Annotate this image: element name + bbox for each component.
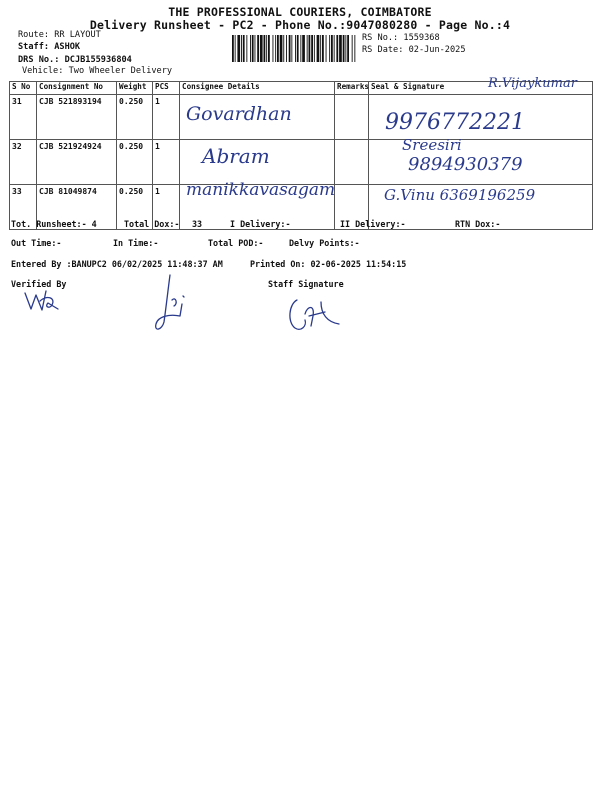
route-value: RR LAYOUT xyxy=(54,30,101,40)
out-time: Out Time:- xyxy=(11,238,62,248)
handwritten-name-2: Sreesiri xyxy=(402,136,462,154)
company-title: THE PROFESSIONAL COURIERS, COIMBATORE xyxy=(168,5,432,19)
rtn-dox: RTN Dox:- xyxy=(455,219,501,229)
cell-consignment: CJB 521924924 xyxy=(37,140,117,185)
staff-line xyxy=(18,42,80,52)
cell-pcs: 1 xyxy=(153,95,180,140)
header-handwritten-signature: R.Vijaykumar xyxy=(488,76,577,91)
col-consignee: Consignee Details xyxy=(180,82,335,95)
cell-pcs: 1 xyxy=(153,185,180,230)
vehicle-value: Two Wheeler Delivery xyxy=(68,66,173,76)
vehicle-line xyxy=(22,66,172,76)
handwritten-consignee-2: Abram xyxy=(202,144,270,168)
cell-sno: 32 xyxy=(10,140,37,185)
cell-remarks xyxy=(335,140,369,185)
col-remarks: Remarks xyxy=(335,82,369,95)
cell-consignment: CJB 521893194 xyxy=(37,95,117,140)
staff-value: ASHOK xyxy=(54,42,81,52)
staff-signature-image xyxy=(285,292,345,334)
handwritten-seal-3: G.Vinu 6369196259 xyxy=(384,186,536,204)
runsheet-title: Delivery Runsheet - PC2 - Phone No.:9047080280 - Page No.:4 xyxy=(89,18,511,32)
rs-no-label: RS No.: xyxy=(362,33,399,43)
total-pod: Total POD:- xyxy=(208,238,264,248)
route-line xyxy=(18,30,101,40)
drs-value: DCJB155936804 xyxy=(64,55,132,65)
cell-weight: 0.250 xyxy=(117,140,153,185)
in-time: In Time:- xyxy=(113,238,159,248)
rs-no-value: 1559368 xyxy=(403,33,440,43)
ii-delivery: II Delivery:- xyxy=(340,219,406,229)
rs-date-label: RS Date: xyxy=(362,45,404,55)
handwritten-phone-2: 9894930379 xyxy=(408,154,523,175)
col-pcs: PCS xyxy=(153,82,180,95)
verified-by-label: Verified By xyxy=(11,279,67,289)
cell-weight: 0.250 xyxy=(117,185,153,230)
col-weight: Weight xyxy=(117,82,153,95)
rs-date-line xyxy=(362,45,466,55)
rs-no-line xyxy=(362,33,440,43)
total-dox-value: 33 xyxy=(192,219,203,229)
cell-sno: 31 xyxy=(10,95,37,140)
route-label: Route: xyxy=(18,30,50,40)
tot-runsheet: Tot. Runsheet:- 4 xyxy=(11,219,97,229)
barcode-image xyxy=(231,35,356,62)
cell-weight: 0.250 xyxy=(117,95,153,140)
drs-line xyxy=(18,55,132,65)
total-dox-label: Total Dox:- xyxy=(124,219,180,229)
handwritten-consignee-3: manikkavasagam xyxy=(186,180,336,200)
rs-date-value: 02-Jun-2025 xyxy=(408,45,466,55)
handwritten-consignee-1: Govardhan xyxy=(186,103,292,125)
drs-label: DRS No.: xyxy=(18,55,60,65)
i-delivery: I Delivery:- xyxy=(230,219,291,229)
cell-remarks xyxy=(335,95,369,140)
staff-label: Staff: xyxy=(18,42,50,52)
cell-sno: 33 xyxy=(10,185,37,230)
printed-on: Printed On: 02-06-2025 11:54:15 xyxy=(250,259,407,269)
handwritten-phone-1: 9976772221 xyxy=(385,110,525,135)
vehicle-label: Vehicle: xyxy=(22,66,64,76)
cell-consignment: CJB 81049874 xyxy=(37,185,117,230)
col-seal: Seal & Signature xyxy=(369,82,593,95)
col-consignment: Consignment No xyxy=(37,82,117,95)
authorizer-signature-image xyxy=(150,270,192,335)
delvy-points: Delvy Points:- xyxy=(289,238,360,248)
entered-by: Entered By :BANUPC2 06/02/2025 11:48:37 AM xyxy=(11,259,223,269)
cell-pcs: 1 xyxy=(153,140,180,185)
staff-signature-label: Staff Signature xyxy=(268,279,344,289)
verifier-signature-image xyxy=(22,285,62,315)
col-sno: S No xyxy=(10,82,37,95)
